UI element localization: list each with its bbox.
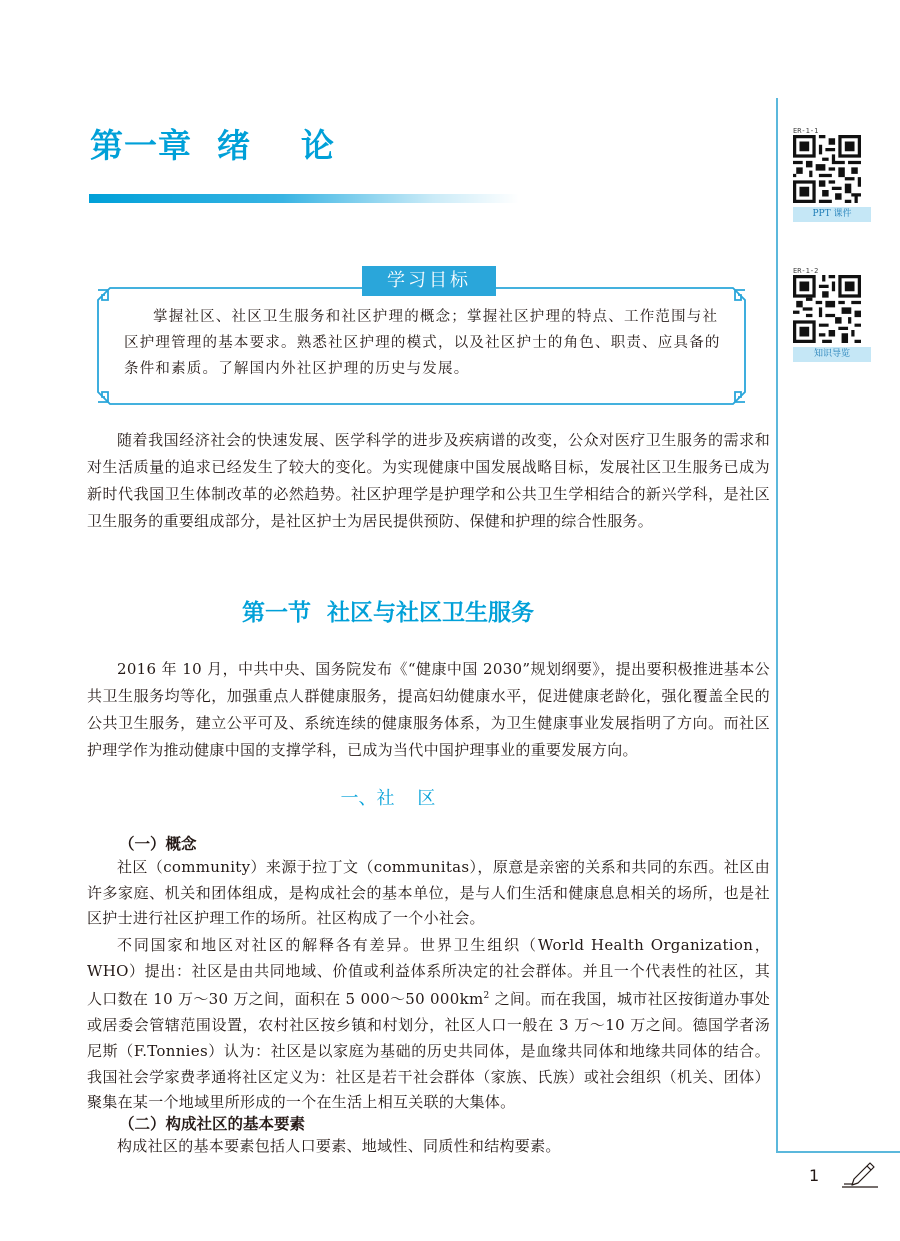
qr-code-icon <box>793 275 861 343</box>
page-number: 1 <box>809 1166 820 1185</box>
qr-caption: PPT 课件 <box>793 207 871 222</box>
qr-code-id: ER-1-2 <box>793 267 819 275</box>
objectives-text: 掌握社区、社区卫生服务和社区护理的概念；掌握社区护理的特点、工作范围与社区护理管理的基本要求。熟悉社区护理的模式，以及社区护士的角色、职责、应具备的条件和素质。了解国内外社区护理的历史与发展。 <box>124 309 721 377</box>
intro-paragraph: 随着我国经济社会的快速发展、医学科学的进步及疾病谱的改变，公众对医疗卫生服务的需求和对生活质量的追求已经发生了较大的变化。为实现健康中国发展战略目标，发展社区卫生服务已成为新时代我国卫生体制改革的必然趋势。社区护理学是护理学和公共卫生学相结合的新兴学科，是社区卫生服务的重要组成部分，是社区护士为居民提供预防、保健和护理的综合性服务。 <box>87 431 770 530</box>
chapter-title: 第一章 绪 论 <box>90 126 335 165</box>
concept-paragraph-2-part-b: 之间。而在我国，城市社区按街道办事处或居委会管辖范围设置，农村社区按乡镇和村划分，社区人口一般在 3 万～10 万之间。德国学者汤尼斯（F.Tonnies）认为：社区是以家庭为基础的历史共同体，是血缘共同体和地缘共同体的结合。我国社会学家费孝通将社区定义为：社区是若干社会群体（家族、氏族）或社会组织（机关、团体）聚集在某一个地域里所形成的一个在生活上相互关联的大集体。 <box>87 990 771 1112</box>
objectives-label: 学习目标 <box>362 266 496 296</box>
concept-paragraph-2-part-a: 不同国家和地区对社区的解释各有差异。世界卫生组织（World Health Organization，WHO）提出：社区是由共同地域、价值或利益体系所决定的社会群体。并且一个代表性的社区，其人口数在 10 万～30 万之间，面积在 5 000～50 000km <box>87 936 770 1009</box>
heading-concept: （一）概念 <box>119 835 197 853</box>
section-title: 第一节 社区与社区卫生服务 <box>241 600 534 626</box>
concept-paragraph-2 <box>87 933 770 1116</box>
elements-paragraph: 构成社区的基本要素包括人口要素、地域性、同质性和结构要素。 <box>117 1137 561 1155</box>
footer-rule <box>776 1151 900 1153</box>
margin-rule <box>776 98 778 1153</box>
subsection-title: 一、社 区 <box>340 788 436 809</box>
section-intro-paragraph: 2016 年 10 月，中共中央、国务院发布《“健康中国 2030”规划纲要》，提出要积极推进基本公共卫生服务均等化，加强重点人群健康服务，提高妇幼健康水平，促进健康老龄化，强化覆盖全民的公共卫生服务，建立公平可及、系统连续的健康服务体系，为卫生健康事业发展指明了方向。而社区护理学作为推动健康中国的支撑学科，已成为当代中国护理事业的重要发展方向。 <box>87 660 770 759</box>
pencil-icon <box>840 1159 880 1189</box>
chapter-underline <box>89 194 519 203</box>
qr-caption: 知识导览 <box>793 347 871 362</box>
concept-paragraph-1: 社区（community）来源于拉丁文（communitas），原意是亲密的关系和共同的东西。社区由许多家庭、机关和团体组成，是构成社会的基本单位，是与人们生活和健康息息相关的场所，也是社区护士进行社区护理工作的场所。社区构成了一个小社会。 <box>87 858 770 928</box>
heading-elements: （二）构成社区的基本要素 <box>119 1115 306 1133</box>
superscript: 2 <box>483 991 490 1002</box>
qr-code-icon <box>793 135 861 203</box>
qr-code-id: ER-1-1 <box>793 127 819 135</box>
